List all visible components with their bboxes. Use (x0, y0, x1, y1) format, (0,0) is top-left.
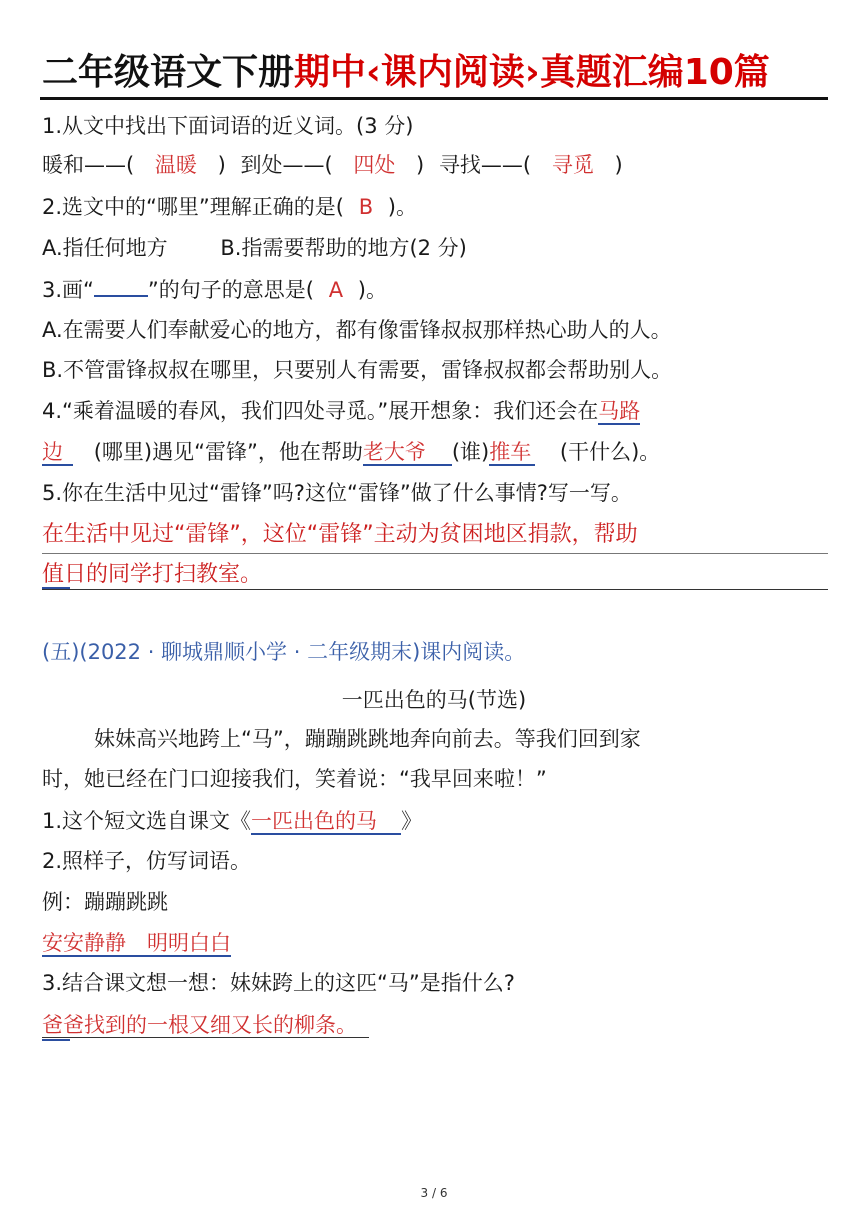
q5-answer-line1: 在生活中见过“雷锋”，这位“雷锋”主动为贫困地区捐款，帮助 (42, 522, 638, 547)
s5-q1-end: 》 (401, 809, 423, 833)
q1-prompt: 1.从文中找出下面词语的近义词。(3 分) (42, 114, 414, 138)
s5-q1-answer: 一匹出色的马 (251, 809, 401, 835)
q3-option-a: A.在需要人们奉献爱心的地方，都有像雷锋叔叔那样热心助人的人。 (42, 318, 672, 342)
q5-answer (42, 515, 828, 595)
q2-option-a: A.指任何地方 (42, 236, 168, 260)
s5-q2-example: 例：蹦蹦跳跳 (42, 890, 168, 914)
q1-word2-end: ) (416, 153, 425, 177)
s5-q1 (42, 806, 422, 836)
q2-answer: B (358, 195, 374, 219)
q1-word1-end: ) (217, 153, 226, 177)
q3-end: )。 (357, 278, 387, 302)
q5-answer-line2: 值日的同学打扫教室。 (42, 562, 263, 587)
page-title (42, 44, 832, 94)
s5-q2: 2.照样子，仿写词语。 (42, 849, 252, 873)
q4-answer-who: 老大爷 (363, 440, 452, 466)
q5-prompt: 5.你在生活中见过“雷锋”吗?这位“雷锋”做了什么事情?写一写。 (42, 481, 632, 505)
q4-answer-place-b: 边 (42, 440, 73, 466)
section5-heading: (五)(2022 · 聊城鼎顺小学 · 二年级期末)课内阅读。 (42, 640, 526, 664)
s5-q2-answer: 安安静静 明明白白 (42, 931, 231, 955)
q2-text: 2.选文中的“哪里”理解正确的是( (42, 195, 344, 219)
q4-text3: (谁) (451, 440, 490, 464)
passage-title: 一匹出色的马(节选) (341, 688, 527, 712)
q4-line2 (42, 437, 660, 467)
q1-answer3: 寻觅 (551, 153, 594, 177)
q2-end: )。 (387, 195, 417, 219)
s5-q2-answer-row (42, 928, 231, 958)
q1-word3-end: ) (614, 153, 623, 177)
q2-options (42, 233, 467, 263)
q3-start: 3.画“ (42, 278, 94, 302)
q5-answer-rule2 (42, 589, 828, 590)
q1-answer-row (42, 150, 623, 180)
q4-answer-what: 推车 (489, 440, 535, 466)
title-part-red: 期中‹课内阅读›真题汇编10篇 (294, 52, 770, 93)
s5-q3: 3.结合课文想一想：妹妹跨上的这匹“马”是指什么? (42, 971, 515, 995)
page-number: 3 / 6 (420, 1186, 448, 1200)
q3-option-b: B.不管雷锋叔叔在哪里，只要别人有需要，雷锋叔叔都会帮助别人。 (42, 358, 673, 382)
s5-q3-answer: 爸爸找到的一根又细又长的柳条。 (42, 1013, 369, 1038)
s5-q3-answer-mark (42, 1039, 70, 1041)
q3-prompt (42, 273, 387, 305)
q1-answer2: 四处 (353, 153, 396, 177)
q4-line1 (42, 396, 640, 426)
q3-mid: ”的句子的意思是( (147, 278, 314, 302)
passage-line2: 时，她已经在门口迎接我们，笑着说：“我早回来啦！” (42, 767, 547, 791)
title-rule (40, 97, 828, 100)
q1-word2: 到处——( (240, 153, 333, 177)
q1-word3: 寻找——( (438, 153, 532, 177)
q4-text1: 4.“乘着温暖的春风，我们四处寻觅。”展开想象：我们还会在 (42, 399, 599, 423)
q3-blank (94, 273, 148, 297)
q4-text4: (干什么)。 (559, 440, 661, 464)
title-part-black: 二年级语文下册 (42, 52, 295, 93)
q5-answer-mark (42, 587, 70, 589)
q4-text2: (哪里)遇见“雷锋”，他在帮助 (93, 440, 363, 464)
q1-word1: 暖和——( (42, 153, 135, 177)
q3-answer: A (328, 278, 344, 302)
q4-answer-place-a: 马路 (598, 399, 641, 423)
q1-answer1: 温暖 (154, 153, 197, 177)
q2-option-b: B.指需要帮助的地方(2 分) (220, 236, 467, 260)
passage-line1: 妹妹高兴地跨上“马”，蹦蹦跳跳地奔向前去。等我们回到家 (94, 727, 641, 751)
q5-answer-rule1 (42, 553, 828, 554)
s5-q3-answer-row (42, 1010, 369, 1040)
s5-q1-start: 1.这个短文选自课文《 (42, 809, 252, 833)
q2-prompt (42, 192, 417, 222)
